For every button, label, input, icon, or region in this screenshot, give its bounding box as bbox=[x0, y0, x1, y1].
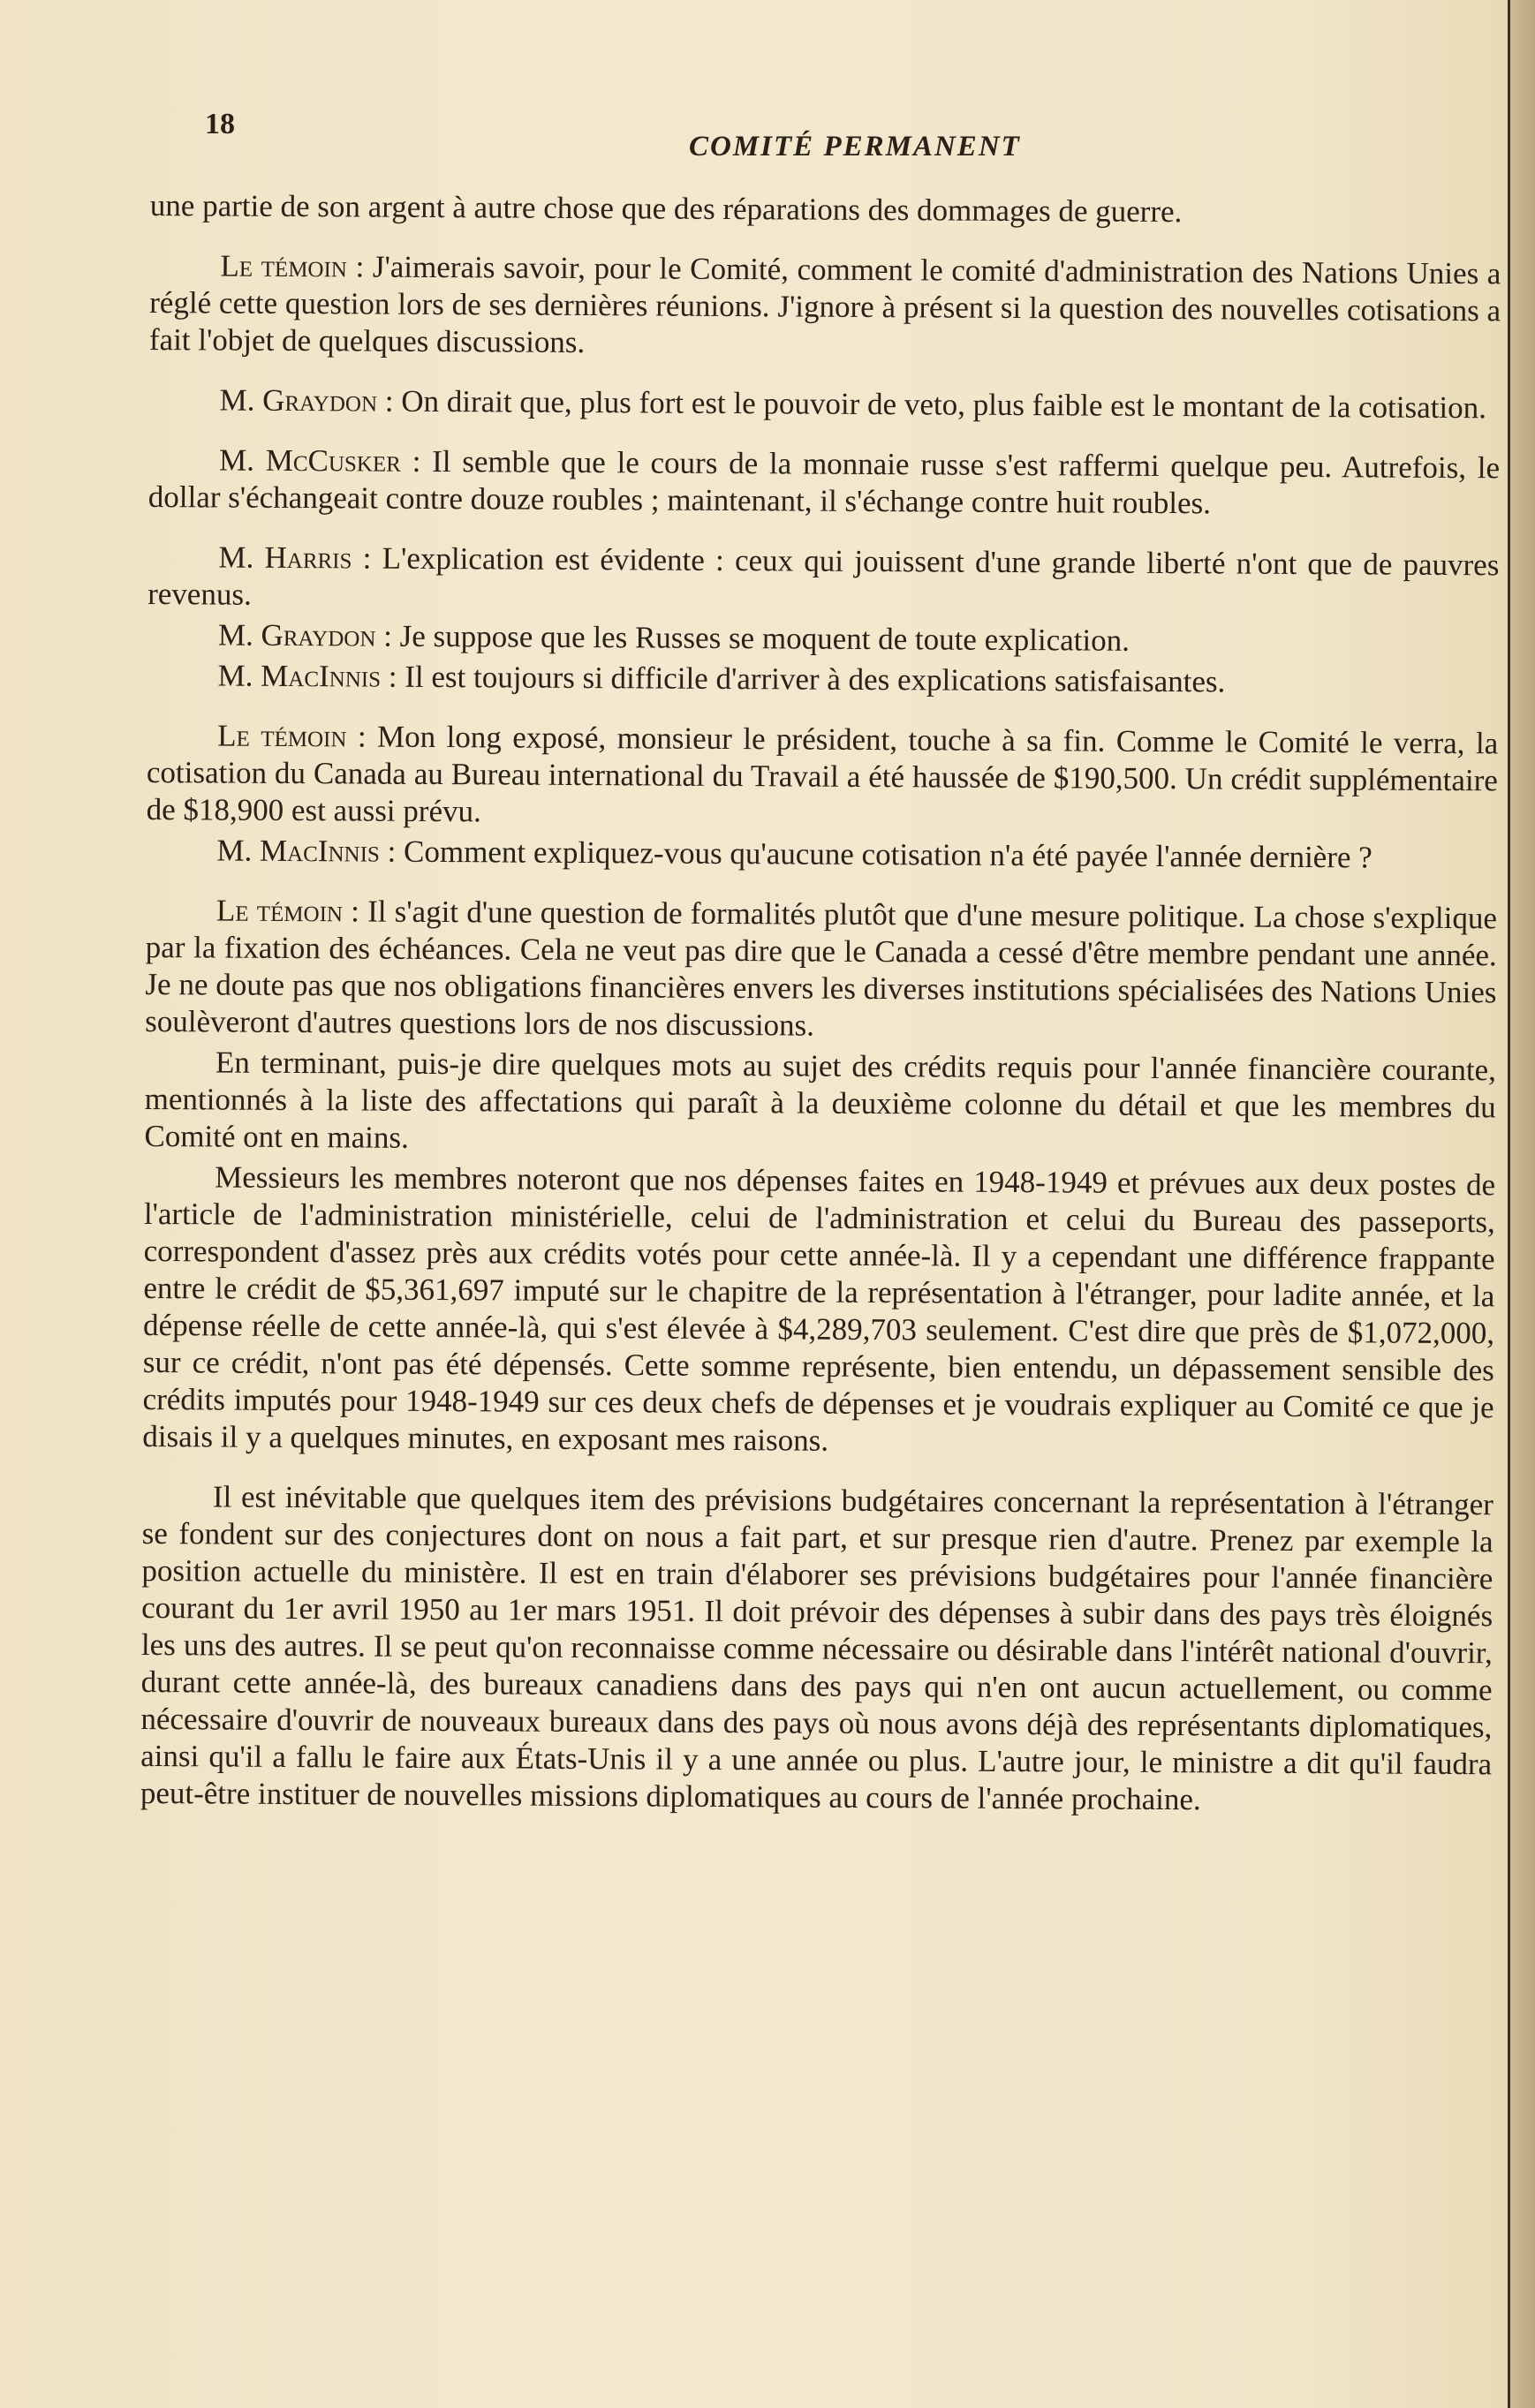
paragraph-harris: M. Harris : L'explication est évidente : ceux qui jouissent d'une grande liberté n'ont que de pauvres revenus. bbox=[147, 540, 1500, 612]
paragraph-graydon-2: M. Graydon : Je suppose que les Russes se moquent de toute explication. bbox=[217, 617, 1130, 658]
binding-shadow bbox=[1510, 0, 1535, 2408]
paragraph-macinnis: M. MacInnis : Il est toujours si difficile d'arriver à des explications satisfaisantes. bbox=[217, 658, 1226, 699]
binding-edge bbox=[1508, 0, 1510, 2408]
running-title: COMITÉ PERMANENT bbox=[689, 131, 1021, 162]
paragraph-macinnis-2: M. MacInnis : Comment expliquez-vous qu'aucune cotisation n'a été payée l'année dernière ? bbox=[216, 833, 1372, 875]
paragraph-temoin-2: Le témoin : Mon long exposé, monsieur le président, touche à sa fin. Comme le Comité le verra, la cotisation du Canada au Bureau international du Travail a été haussée de $190,500. Un crédit supplémentaire de $18,900 est aussi prévu. bbox=[146, 718, 1499, 829]
speaker-label: M. Harris : bbox=[218, 540, 372, 576]
paragraph-en-terminant: En terminant, puis-je dire quelques mots au sujet des crédits requis pour l'année financière courante, mentionnés à la liste des affectations qui paraît à la deuxième colonne du détail et que les membres du Comité ont en mains. bbox=[144, 1045, 1497, 1155]
paragraph-temoin: Le témoin : J'aimerais savoir, pour le Comité, comment le comité d'administration des Nations Unies a réglé cette question lors de ses dernières réunions. J'ignore à présent si la question des nouvelles cotisations a fait l'objet de quelques discussions. bbox=[148, 248, 1501, 360]
speaker-label: M. McCusker : bbox=[218, 442, 421, 479]
body-text bbox=[140, 187, 1501, 1843]
paragraph-graydon: M. Graydon : On dirait que, plus fort est le pouvoir de veto, plus faible est le montant de la cotisation. bbox=[219, 382, 1487, 426]
page-number: 18 bbox=[205, 108, 235, 140]
paragraph-mccusker: M. McCusker : Il semble que le cours de la monnaie russe s'est raffermi quelque peu. Autrefois, le dollar s'échangeait contre douze roubles ; maintenant, il s'échange contre huit roubles. bbox=[147, 442, 1501, 521]
paragraph-inevitable: Il est inévitable que quelques item des prévisions budgétaires concernant la représentation à l'étranger se fondent sur des conjectures dont on nous a fait part, et sur presque rien d'autre. Prenez par exemple la position actuelle du ministère. Il est en train d'élaborer ses prévisions budgétaires pour l'année financière courant du 1er avril 1950 au 1er mars 1951. Il doit prévoir des dépenses à subir dans des pays très éloignés les uns des autres. Il se peut qu'on reconnaisse comme nécessaire ou désirable dans l'intérêt national d'ouvrir, durant cette année-là, des bureaux canadiens dans des pays qui n'en ont aucun actuellement, ou comme nécessaire d'ouvrir de nouveaux bureaux dans des pays où nous avons déjà des représentants diplomatiques, ainsi qu'il a fallu le faire aux États-Unis il y a une année ou plus. L'autre jour, le ministre a dit qu'il faudra peut-être instituer de nouvelles missions diplomatiques au cours de l'année prochaine. bbox=[140, 1479, 1494, 1817]
paragraph-continuation: une partie de son argent à autre chose que des réparations des dommages de guerre. bbox=[149, 187, 1183, 230]
speaker-label: Le témoin : bbox=[216, 893, 360, 929]
speaker-label: M. Graydon : bbox=[217, 617, 393, 653]
speaker-label: M. MacInnis : bbox=[217, 658, 397, 694]
paragraph-temoin-3: Le témoin : Il s'agit d'une question de formalités plutôt que d'une mesure politique. La chose s'explique par la fixation des échéances. Cela ne veut pas dire que le Canada a cessé d'être membre pendant une année. Je ne doute pas que nos obligations financières envers les diverses institutions spécialisées des Nations Unies soulèveront d'autres questions lors de nos discussions. bbox=[145, 893, 1498, 1043]
speaker-label: M. MacInnis : bbox=[216, 833, 397, 869]
speaker-label: Le témoin : bbox=[220, 248, 365, 284]
speaker-label: M. Graydon : bbox=[219, 382, 394, 419]
paragraph-messieurs: Messieurs les membres noteront que nos dépenses faites en 1948-1949 et prévues aux deux postes de l'article de l'administration ministérielle, celui de l'administration et celui du Bureau des passeports, correspondent d'assez près aux crédits votés pour cette année-là. Il y a cependant une différence frappante entre le crédit de $5,361,697 imputé sur le chapitre de la représentation à l'étranger, pour ladite année, et la dépense réelle de cette année-là, qui s'est élevée à $4,289,703 seulement. C'est dire que près de $1,072,000, sur ce crédit, n'ont pas été dépensés. Cette somme représente, bien entendu, un dépassement sensible des crédits imputés pour 1948-1949 sur ces deux chefs de dépenses et je voudrais expliquer au Comité ce que je disais il y a quelques minutes, en exposant mes raisons. bbox=[142, 1159, 1496, 1458]
speaker-label: Le témoin : bbox=[217, 718, 367, 754]
